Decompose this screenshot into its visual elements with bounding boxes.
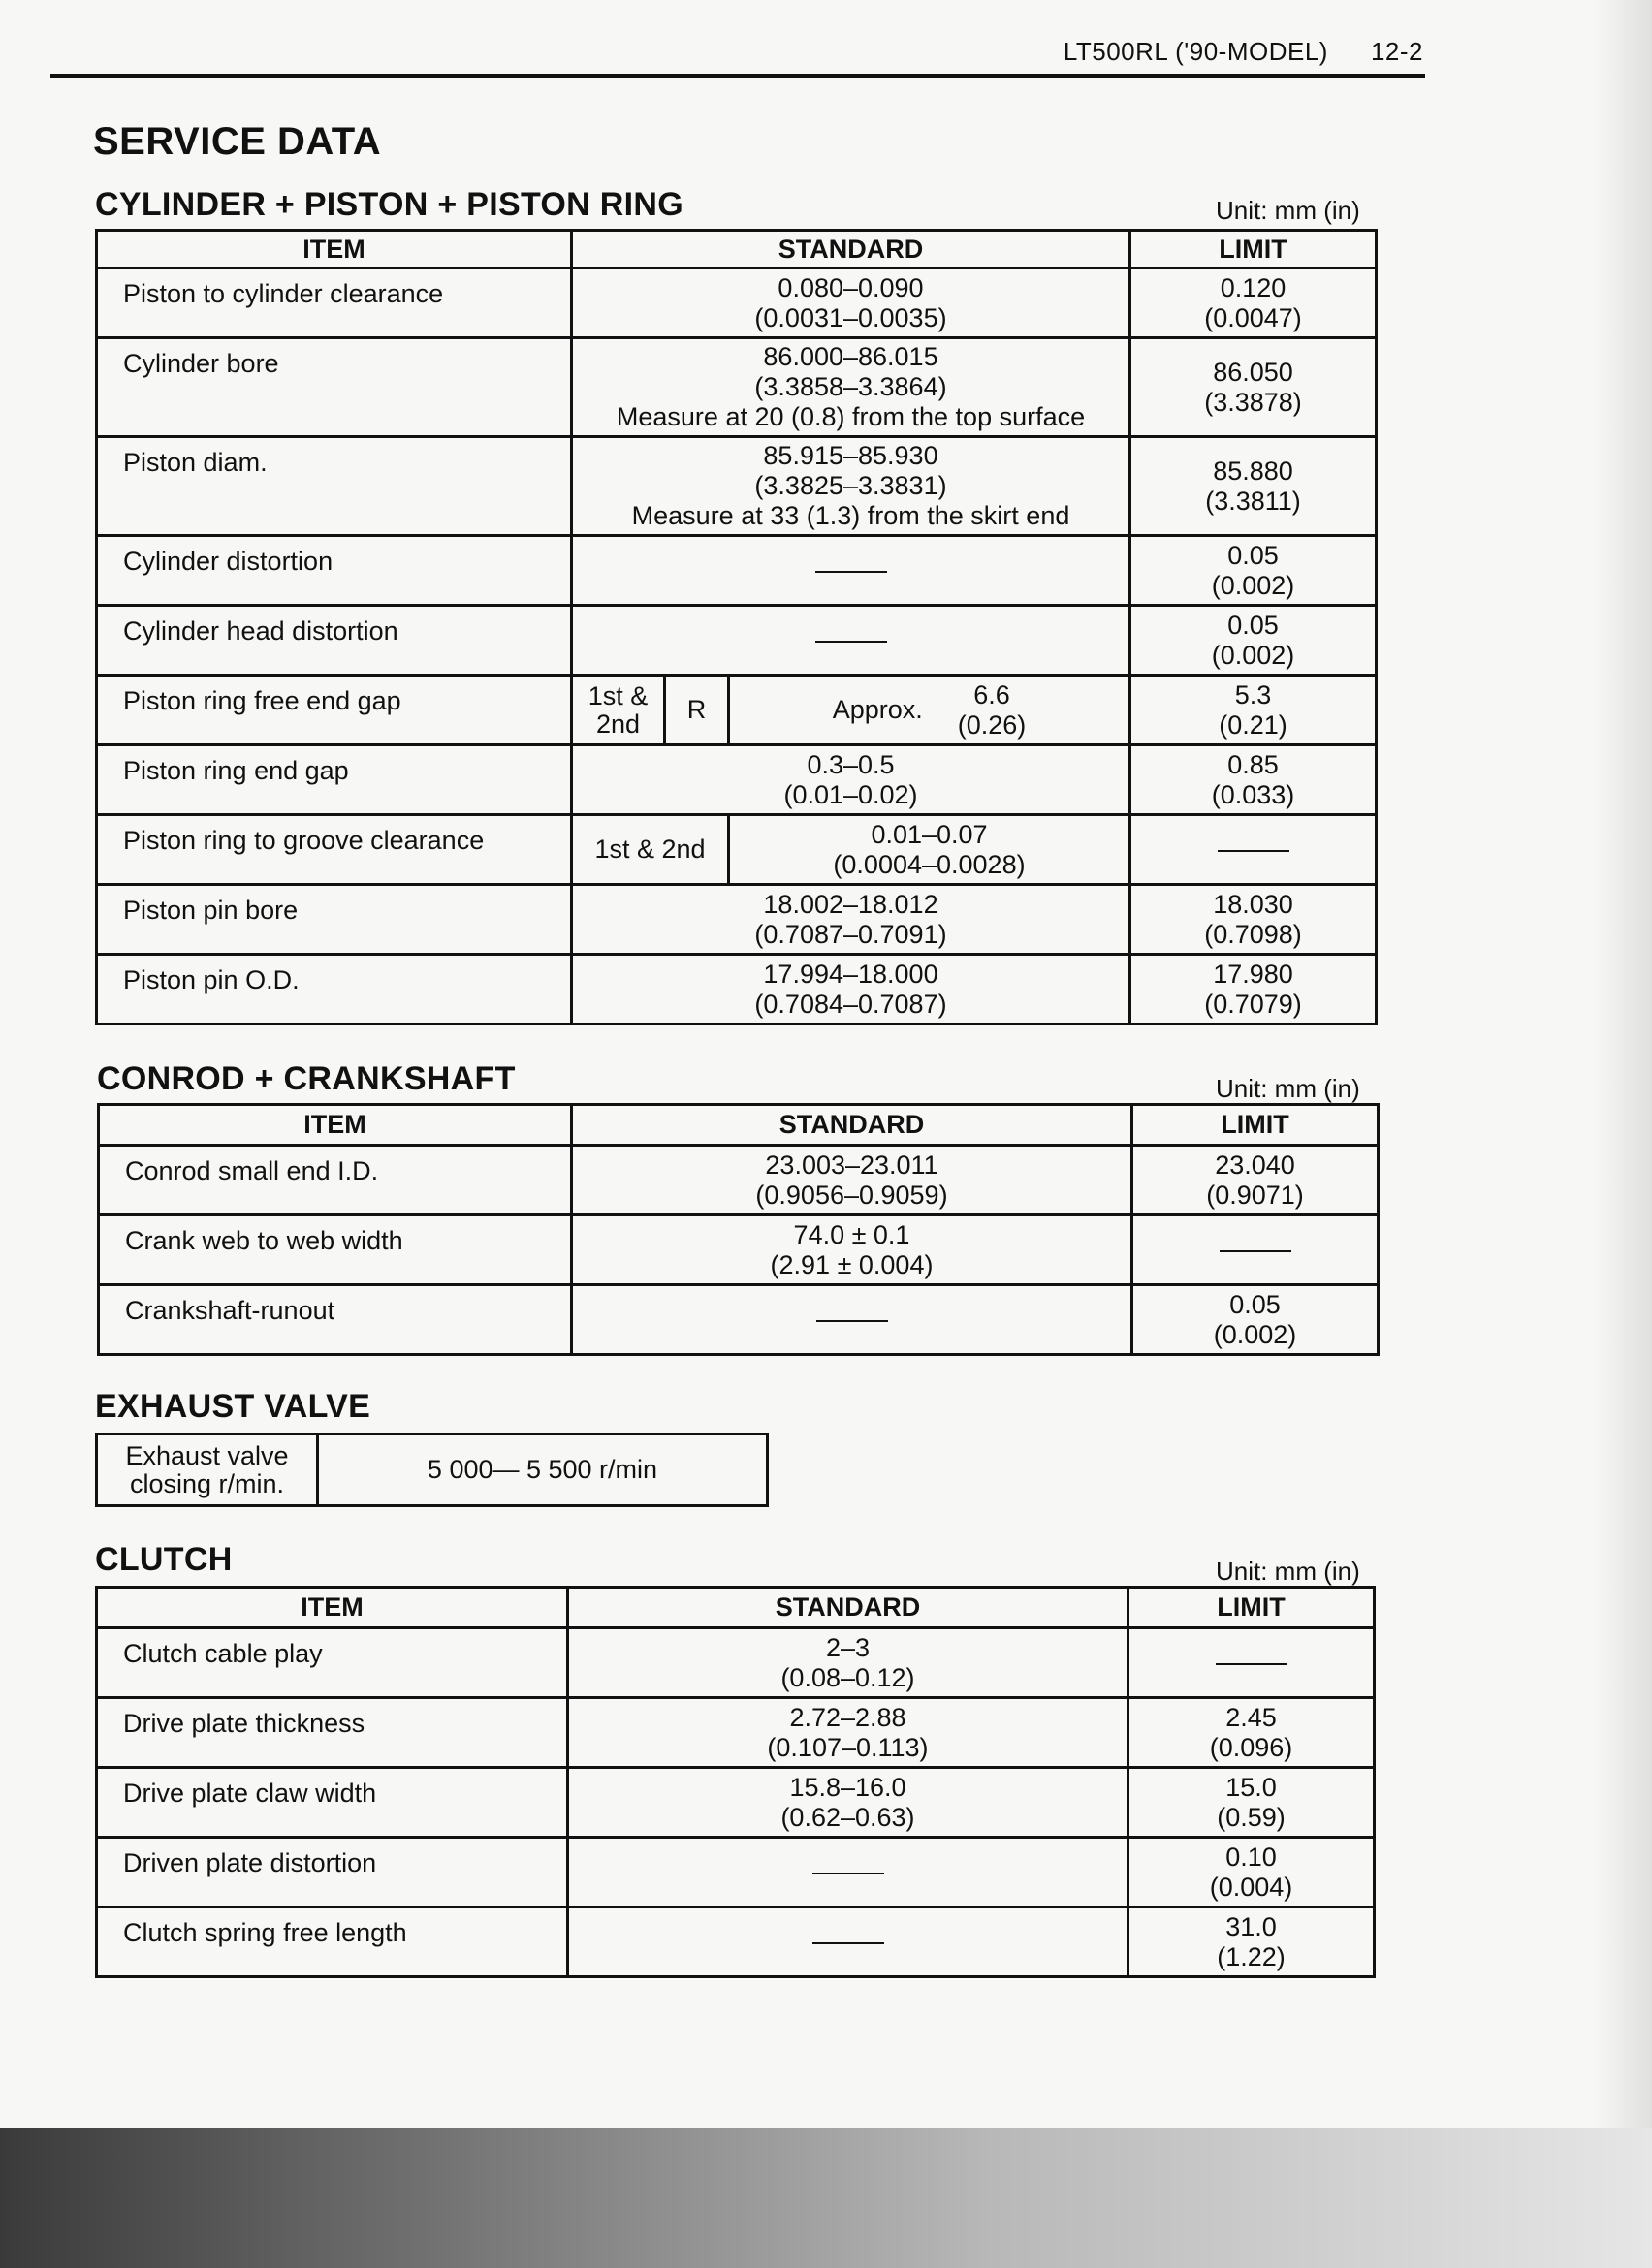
model-label: LT500RL ('90-MODEL): [1063, 37, 1328, 66]
clutch-table: [95, 1586, 1376, 1978]
column-header-limit: LIMIT: [1128, 1588, 1375, 1628]
standard-cell: [568, 1838, 1128, 1907]
standard-in: (0.0004–0.0028): [833, 849, 1026, 879]
limit-mm: 31.0: [1225, 1911, 1277, 1941]
limit-mm: 0.05: [1227, 610, 1279, 640]
table-row: [97, 745, 1377, 815]
item-cell: Piston pin O.D.: [97, 955, 572, 1024]
standard-note: Measure at 33 (1.3) from the skirt end: [631, 501, 1070, 530]
limit-mm: 85.880: [1213, 456, 1293, 486]
item-cell: Piston ring free end gap: [97, 676, 572, 745]
limit-in: (0.7079): [1204, 989, 1302, 1019]
standard-mm: 86.000–86.015: [763, 342, 938, 371]
column-header-standard: STANDARD: [572, 1105, 1132, 1146]
limit-mm: 5.3: [1234, 679, 1272, 709]
limit-cell: [1130, 606, 1377, 676]
limit-in: (0.096): [1209, 1732, 1293, 1762]
standard-in: (0.107–0.113): [767, 1732, 929, 1762]
unit-label-clutch: Unit: mm (in): [1216, 1557, 1360, 1586]
standard-in: (0.9056–0.9059): [755, 1180, 948, 1210]
limit-cell: [1130, 815, 1377, 885]
scanner-shadow: [0, 2128, 1652, 2268]
column-header-item: ITEM: [97, 231, 572, 268]
limit-cell: [1128, 1628, 1375, 1698]
table-row: [97, 338, 1377, 437]
limit-in: (3.3811): [1205, 486, 1301, 516]
limit-in: (0.002): [1213, 1319, 1297, 1349]
limit-cell: [1130, 955, 1377, 1024]
standard-cell: [729, 676, 1130, 745]
standard-cell: [572, 1215, 1132, 1285]
limit-mm: 0.10: [1225, 1842, 1277, 1872]
page-edge-shadow: [1594, 0, 1652, 2132]
standard-cell: [572, 1285, 1132, 1355]
table-row: [97, 955, 1377, 1024]
limit-in: (0.033): [1211, 779, 1295, 809]
table-row: [97, 885, 1377, 955]
ring-mark-cell: R: [665, 676, 729, 745]
limit-in: (1.22): [1217, 1941, 1286, 1971]
standard-cell: [572, 268, 1130, 338]
standard-in: (2.91 ± 0.004): [770, 1249, 934, 1279]
limit-cell: [1132, 1285, 1379, 1355]
item-cell: Piston ring to groove clearance: [97, 815, 572, 885]
table-row: [97, 1434, 768, 1506]
column-header-item: ITEM: [97, 1588, 568, 1628]
limit-cell: [1130, 338, 1377, 437]
standard-cell: [568, 1907, 1128, 1977]
page-title: SERVICE DATA: [93, 120, 382, 163]
limit-mm: 23.040: [1215, 1150, 1295, 1180]
item-cell: Drive plate claw width: [97, 1768, 568, 1838]
limit-cell: [1128, 1698, 1375, 1768]
limit-cell: [1132, 1215, 1379, 1285]
column-header-item: ITEM: [99, 1105, 572, 1146]
column-header-standard: STANDARD: [568, 1588, 1128, 1628]
limit-in: (0.002): [1211, 570, 1295, 600]
standard-mm: 2.72–2.88: [789, 1702, 906, 1732]
standard-mm: 18.002–18.012: [763, 889, 938, 919]
standard-cell: [572, 437, 1130, 536]
limit-mm: 86.050: [1213, 357, 1293, 387]
limit-cell: [1130, 676, 1377, 745]
item-line-2: closing r/min.: [129, 1468, 285, 1498]
item-cell: Piston diam.: [97, 437, 572, 536]
limit-in: (0.59): [1217, 1802, 1286, 1832]
limit-in: (0.21): [1219, 709, 1287, 740]
table-row: [97, 1768, 1375, 1838]
limit-mm: 15.0: [1225, 1772, 1277, 1802]
limit-in: (0.004): [1209, 1872, 1293, 1902]
cylinder-table: [95, 229, 1378, 1025]
table-row: [99, 1146, 1379, 1215]
no-value-dash: [815, 641, 887, 643]
unit-label-conrod: Unit: mm (in): [1216, 1074, 1360, 1103]
item-cell: Clutch cable play: [97, 1628, 568, 1698]
standard-mm: 23.003–23.011: [765, 1150, 938, 1180]
item-cell: Driven plate distortion: [97, 1838, 568, 1907]
standard-cell: [572, 745, 1130, 815]
item-cell: Cylinder head distortion: [97, 606, 572, 676]
standard-in: (3.3858–3.3864): [754, 372, 947, 401]
table-row: [97, 676, 1377, 745]
approx-label: Approx.: [832, 695, 923, 724]
item-cell: Conrod small end I.D.: [99, 1146, 572, 1215]
limit-in: (0.7098): [1204, 919, 1302, 949]
limit-cell: [1128, 1838, 1375, 1907]
limit-mm: 0.85: [1227, 749, 1279, 779]
item-cell: [97, 1434, 318, 1506]
standard-mm: 85.915–85.930: [763, 441, 938, 470]
item-cell: Piston to cylinder clearance: [97, 268, 572, 338]
header-rule: [50, 74, 1425, 78]
item-cell: Drive plate thickness: [97, 1698, 568, 1768]
item-cell: Cylinder bore: [97, 338, 572, 437]
table-row: [97, 536, 1377, 606]
limit-in: (0.002): [1211, 640, 1295, 670]
standard-cell: [568, 1768, 1128, 1838]
no-value-dash: [812, 1873, 884, 1874]
section-title-cylinder: CYLINDER + PISTON + PISTON RING: [95, 186, 683, 223]
standard-in: (0.0031–0.0035): [754, 302, 947, 332]
limit-mm: 2.45: [1225, 1702, 1277, 1732]
standard-cell: [572, 955, 1130, 1024]
limit-mm: 0.120: [1220, 272, 1287, 302]
item-cell: Piston pin bore: [97, 885, 572, 955]
standard-cell: [572, 1146, 1132, 1215]
limit-mm: 0.05: [1227, 540, 1279, 570]
standard-mm: 6.6: [973, 679, 1010, 709]
limit-cell: [1130, 268, 1377, 338]
table-row: [97, 268, 1377, 338]
limit-mm: 0.05: [1229, 1289, 1281, 1319]
ring-cell: 1st & 2nd: [572, 815, 729, 885]
limit-cell: [1130, 885, 1377, 955]
table-row: [97, 437, 1377, 536]
column-header-limit: LIMIT: [1132, 1105, 1379, 1146]
standard-mm: 0.01–0.07: [871, 819, 988, 849]
limit-mm: 18.030: [1213, 889, 1293, 919]
standard-in: (0.7087–0.7091): [754, 919, 947, 949]
section-title-exhaust: EXHAUST VALVE: [95, 1388, 371, 1425]
section-title-conrod: CONROD + CRANKSHAFT: [97, 1060, 516, 1097]
no-value-dash: [816, 1320, 888, 1322]
table-row: [97, 1838, 1375, 1907]
standard-cell: [572, 885, 1130, 955]
table-row: [99, 1215, 1379, 1285]
standard-in: (0.7084–0.7087): [754, 989, 947, 1019]
item-cell: Cylinder distortion: [97, 536, 572, 606]
table-row: [97, 1628, 1375, 1698]
limit-cell: [1128, 1907, 1375, 1977]
item-cell: Crank web to web width: [99, 1215, 572, 1285]
table-row: [97, 1698, 1375, 1768]
item-line-1: Exhaust valve: [125, 1440, 289, 1470]
standard-in: (0.08–0.12): [780, 1662, 915, 1692]
limit-cell: [1130, 536, 1377, 606]
item-cell: Crankshaft-runout: [99, 1285, 572, 1355]
standard-cell: [572, 536, 1130, 606]
no-value-dash: [812, 1942, 884, 1944]
standard-mm: 0.3–0.5: [807, 749, 895, 779]
standard-mm: 15.8–16.0: [789, 1772, 906, 1802]
standard-in: (0.01–0.02): [783, 779, 918, 809]
page-header: [1064, 37, 1423, 67]
no-value-dash: [815, 571, 887, 573]
standard-mm: 74.0 ± 0.1: [793, 1219, 910, 1249]
standard-mm: 17.994–18.000: [763, 959, 938, 989]
standard-cell: [572, 606, 1130, 676]
standard-in: (3.3825–3.3831): [754, 471, 947, 500]
limit-cell: [1128, 1768, 1375, 1838]
standard-cell: [572, 338, 1130, 437]
standard-cell: 5 000— 5 500 r/min: [318, 1434, 768, 1506]
no-value-dash: [1220, 1250, 1291, 1252]
limit-mm: 17.980: [1213, 959, 1293, 989]
item-cell: Piston ring end gap: [97, 745, 572, 815]
limit-cell: [1130, 745, 1377, 815]
standard-in: (0.62–0.63): [780, 1802, 915, 1832]
table-row: [99, 1285, 1379, 1355]
standard-mm: 0.080–0.090: [778, 272, 924, 302]
standard-in: (0.26): [957, 709, 1027, 740]
standard-cell: [568, 1628, 1128, 1698]
column-header-standard: STANDARD: [572, 231, 1130, 268]
table-row: [97, 606, 1377, 676]
column-header-limit: LIMIT: [1130, 231, 1377, 268]
unit-label-cylinder: Unit: mm (in): [1216, 196, 1360, 225]
page-number: 12-2: [1370, 37, 1423, 66]
table-row: [97, 815, 1377, 885]
standard-cell: [729, 815, 1130, 885]
standard-mm: 2–3: [825, 1632, 871, 1662]
section-title-clutch: CLUTCH: [95, 1541, 233, 1578]
no-value-dash: [1216, 1663, 1287, 1665]
limit-in: (0.0047): [1204, 302, 1302, 332]
exhaust-table: [95, 1433, 769, 1507]
standard-note: Measure at 20 (0.8) from the top surface: [616, 402, 1086, 431]
limit-cell: [1130, 437, 1377, 536]
limit-in: (0.9071): [1206, 1180, 1304, 1210]
limit-in: (3.3878): [1204, 387, 1302, 417]
item-cell: Clutch spring free length: [97, 1907, 568, 1977]
table-row: [97, 1907, 1375, 1977]
standard-cell: [568, 1698, 1128, 1768]
limit-cell: [1132, 1146, 1379, 1215]
ring-cell: 1st & 2nd: [572, 676, 665, 745]
conrod-table: [97, 1103, 1380, 1356]
no-value-dash: [1218, 850, 1289, 852]
